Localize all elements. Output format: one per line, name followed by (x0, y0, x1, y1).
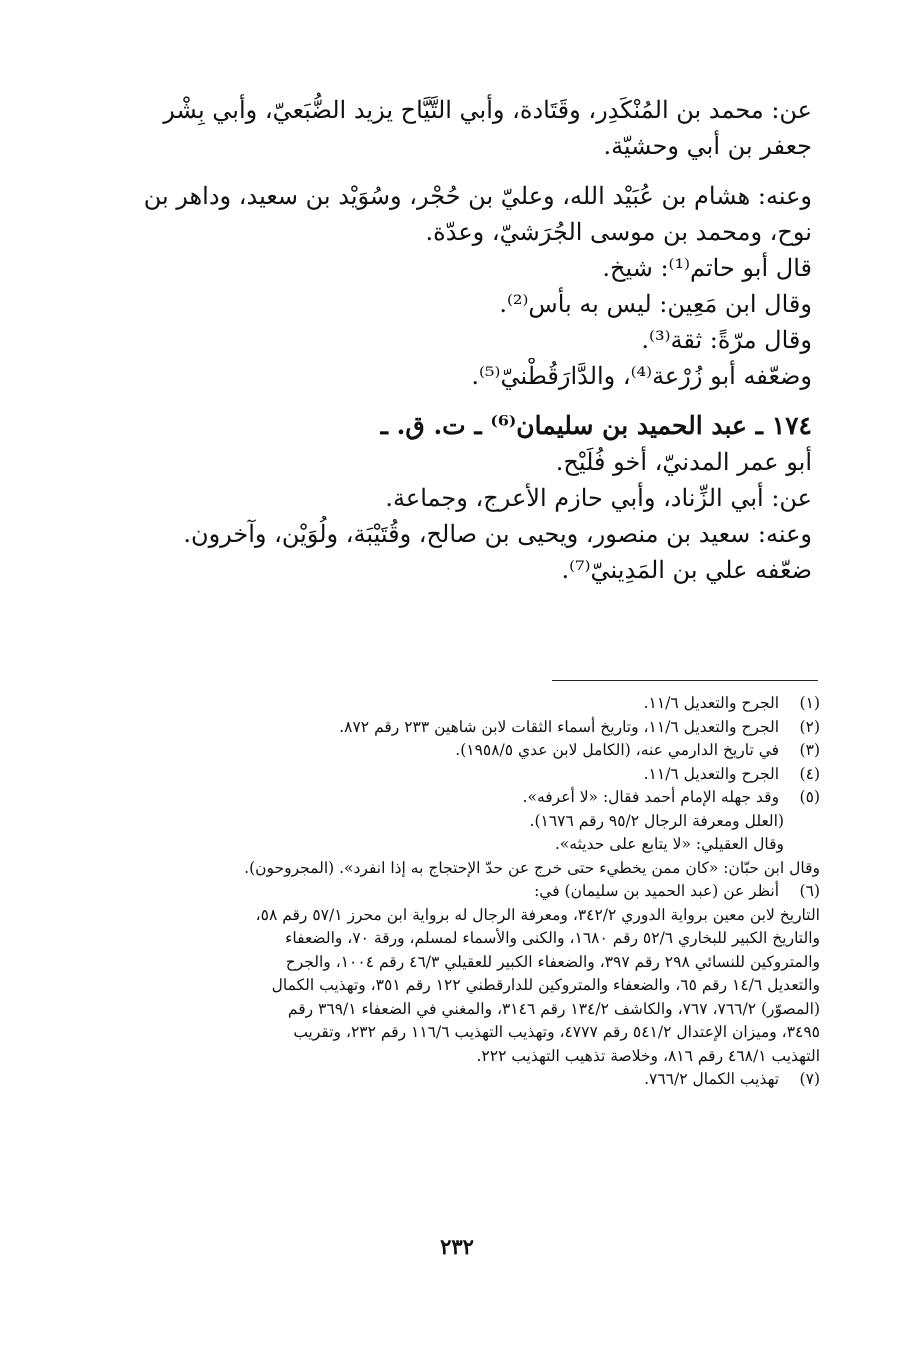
footnote-line: والتاريخ الكبير للبخاري ٥٢/٦ رقم ١٦٨٠، والكنى والأسماء لمسلم، ورقة ٧٠، والضعفاء (285, 929, 820, 947)
footnote-number: (٧) (799, 1070, 820, 1088)
entry-heading: ١٧٤ ـ عبد الحميد بن سليمان⁽⁶⁾ ـ ت. ق. ـ (380, 411, 812, 440)
footnote (100, 692, 820, 716)
footnote-number: (٤) (799, 764, 820, 783)
footnote (100, 880, 820, 904)
footnote-number: (٦) (799, 882, 820, 900)
page-number: ٢٣٢ (440, 1234, 474, 1259)
footnote (100, 763, 820, 787)
main-text (100, 92, 812, 588)
text-line: ضعّفه علي بن المَدِينيّ⁽⁷⁾. (561, 556, 812, 584)
footnote (100, 1068, 820, 1092)
footnote-text: في تاريخ الدارمي عنه، (الكامل لابن عدي ١٩٥٨/٥). (455, 741, 780, 759)
text-line: جعفر بن أبي وحشيّة. (603, 132, 812, 160)
footnote-line: والمتروكين للنسائي ٢٩٨ رقم ٣٩٧، والضعفاء الكبير للعقيلي ٤٦/٣ رقم ١٠٠٤، والجرح (285, 952, 820, 971)
footnote-number: (١) (799, 694, 820, 712)
footnote (100, 739, 820, 763)
footnote-text: تهذيب الكمال ٧٦٦/٢. (644, 1070, 780, 1088)
footnote-line: (المصوّر) ٧٦٦/٢، ٧٦٧، والكاشف ١٣٤/٢ رقم ٣١٤٦، والمغني في الضعفاء ٣٦٩/١ رقم (287, 999, 820, 1018)
text-line: وعنه: سعيد بن منصور، ويحيى بن صالح، وقُتَيْبَة، ولُوَيْن، وآخرون. (183, 520, 812, 548)
footnote-line: وقال ابن حبّان: «كان ممن يخطيء حتى خرج عن حدّ الإحتجاج به إذا انفرد». (المجروحون). (244, 858, 820, 877)
footnote-line: ٣٤٩٥، وميزان الإعتدال ٥٤١/٢ رقم ٤٧٧٧، وتهذيب التهذيب ١١٦/٦ رقم ٢٣٢، وتقريب (293, 1023, 820, 1041)
footnote-number: (٢) (799, 717, 820, 736)
footnotes (100, 692, 820, 1092)
text-line: عن: أبي الزِّناد، وأبي حازم الأعرج، وجماعة. (385, 484, 812, 512)
text-line: عن: محمد بن المُنْكَدِر، وقَتَادة، وأبي التَّيَّاح يزيد الضُّبَعيّ، وأبي بِشْر (163, 96, 812, 124)
footnote-separator (552, 680, 818, 681)
text-line: وقال ابن مَعِين: ليس به بأس⁽²⁾. (499, 290, 812, 318)
footnote-line: وقال العقيلي: «لا يتابع على حديثه». (554, 835, 784, 853)
footnote-text: الجرح والتعديل ١١/٦، وتاريخ أسماء الثقات لابن شاهين ٢٣٣ رقم ٨٧٢. (339, 717, 780, 736)
footnote-text: الجرح والتعديل ١١/٦. (643, 764, 780, 783)
footnote-line: التاريخ لابن معين برواية الدوري ٣٤٢/٢، ومعرفة الرجال له برواية ابن محرز ٥٧/١ رقم ٥٨، (255, 905, 820, 924)
footnote-text: أنظر عن (عبد الحميد بن سليمان) في: (534, 882, 780, 900)
footnote (100, 786, 820, 810)
text-line: وقال مرّةً: ثقة⁽³⁾. (641, 326, 812, 354)
footnote-number: (٣) (799, 741, 820, 759)
footnote (100, 716, 820, 740)
footnote-line: والتعديل ١٤/٦ رقم ٦٥، والضعفاء والمتروكين للدارقطني ١٢٢ رقم ٣٥١، وتهذيب الكمال (271, 976, 820, 994)
text-line: أبو عمر المدنيّ، أخو فُلَيْح. (555, 448, 812, 476)
footnote-text: وقد جهله الإمام أحمد فقال: «لا أعرفه». (522, 788, 780, 806)
footnote-line: (العلل ومعرفة الرجال ٩٥/٢ رقم ١٦٧٦). (529, 811, 784, 830)
text-line: نوح، ومحمد بن موسى الجُرَشيّ، وعدّة. (425, 218, 812, 246)
text-line: قال أبو حاتم⁽¹⁾: شيخ. (602, 254, 812, 282)
footnote-number: (٥) (799, 788, 820, 806)
text-line: وضعّفه أبو زُرْعة⁽⁴⁾، والدَّارَقُطْنيّ⁽⁵⁾. (471, 362, 812, 390)
text-line: وعنه: هشام بن عُبَيْد الله، وعليّ بن حُجْر، وسُوَيْد بن سعيد، وداهر بن (143, 182, 812, 210)
footnote-text: الجرح والتعديل ١١/٦. (643, 694, 780, 712)
footnote-line: التهذيب ٤٦٨/١ رقم ٨١٦، وخلاصة تذهيب التهذيب ٢٢٢. (476, 1046, 820, 1065)
